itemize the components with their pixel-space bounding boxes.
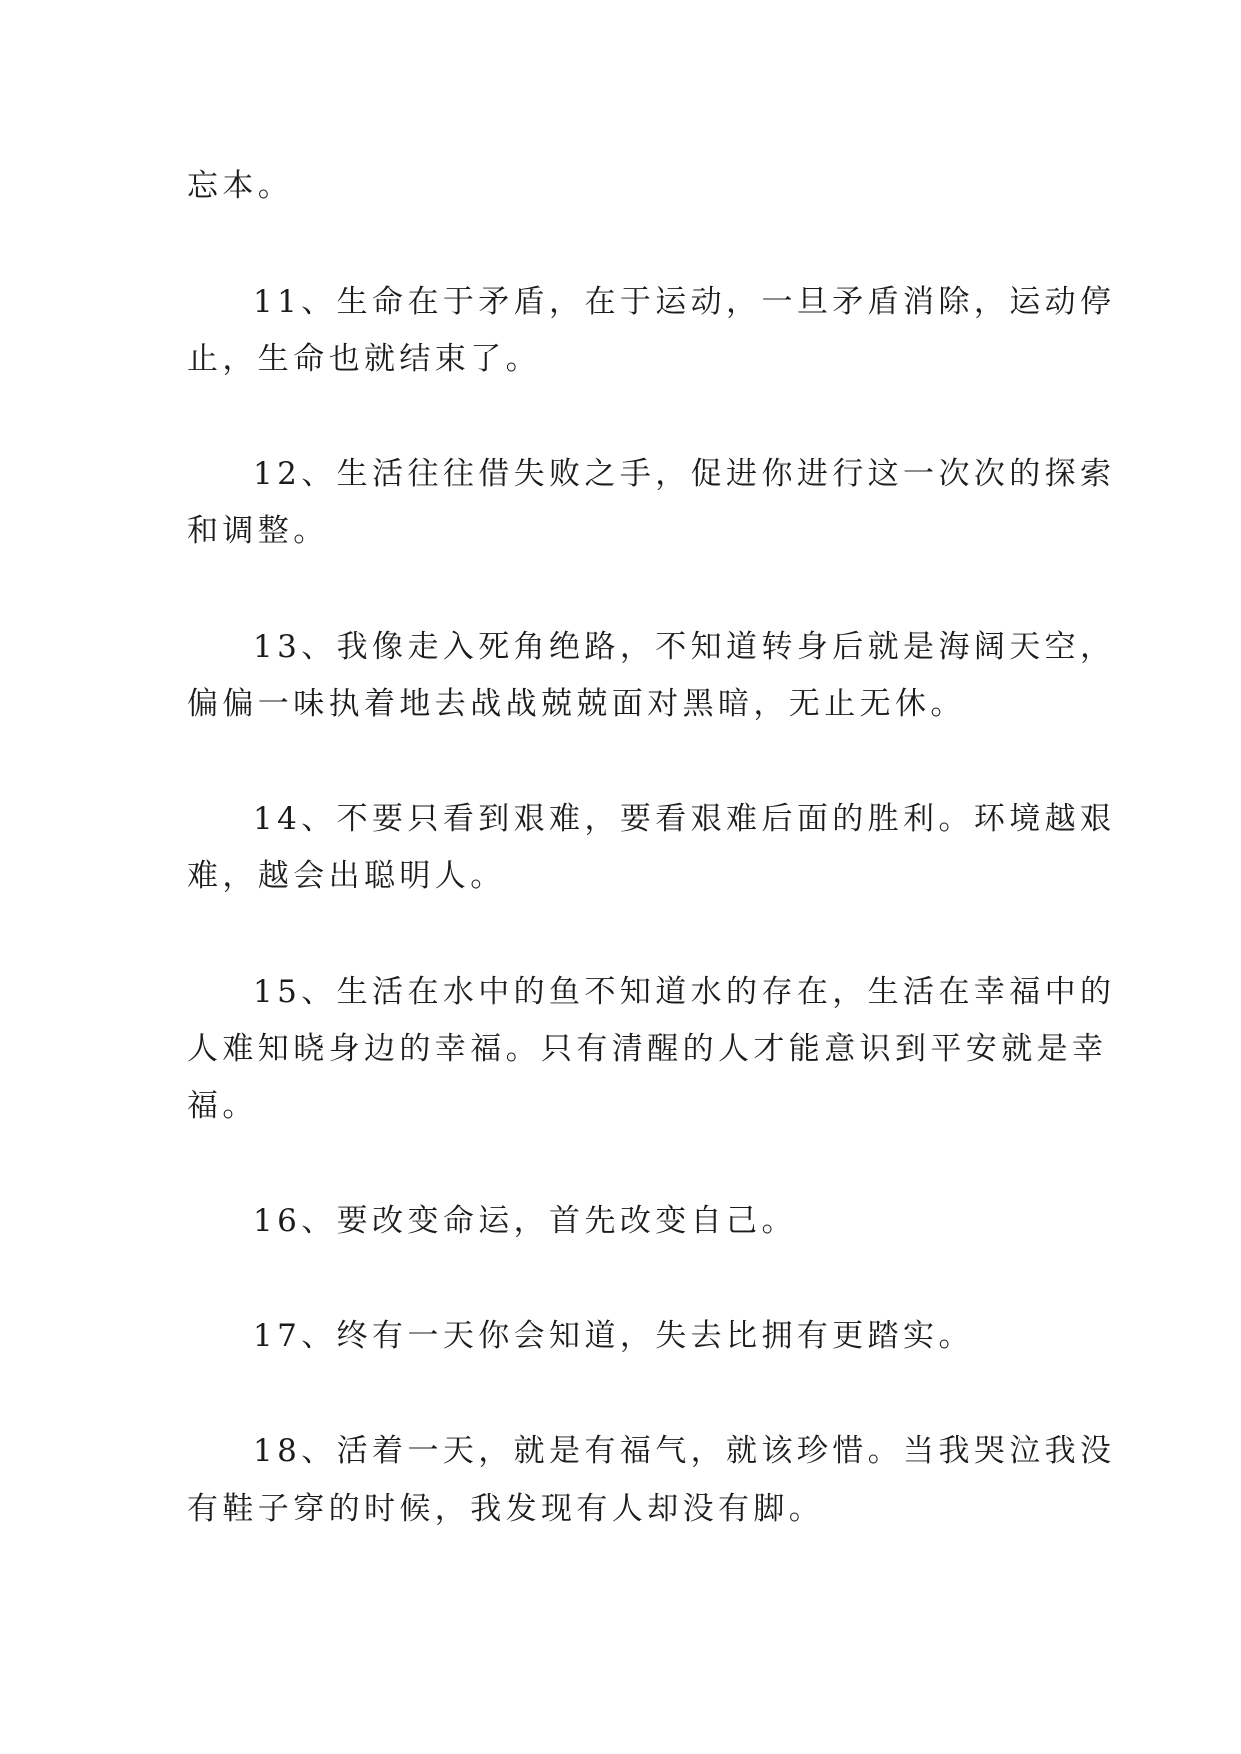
quote-12-line-1: 12、生活往往借失败之手，促进你进行这一次次的探索 [253,456,1116,492]
quote-15-line-1: 15、生活在水中的鱼不知道水的存在，生活在幸福中的 [253,974,1116,1010]
quote-13-line-2: 偏偏一味执着地去战战兢兢面对黑暗，无止无休。 [187,686,966,722]
quote-14-line-2: 难，越会出聪明人。 [187,858,506,894]
quote-13-line-1: 13、我像走入死角绝路，不知道转身后就是海阔天空， [253,629,1116,665]
quote-15-line-3: 福。 [187,1088,258,1124]
quote-17: 17、终有一天你会知道，失去比拥有更踏实。 [253,1318,974,1354]
text-line-continuation: 忘本。 [187,168,294,204]
quote-15-line-2: 人难知晓身边的幸福。只有清醒的人才能意识到平安就是幸 [187,1031,1108,1067]
quote-12-line-2: 和调整。 [187,513,329,549]
quote-16: 16、要改变命运，首先改变自己。 [253,1203,797,1239]
quote-18-line-2: 有鞋子穿的时候，我发现有人却没有脚。 [187,1491,825,1527]
quote-11-line-2: 止，生命也就结束了。 [187,341,541,377]
quote-11-line-1: 11、生命在于矛盾，在于运动，一旦矛盾消除，运动停 [253,284,1116,320]
quote-18-line-1: 18、活着一天，就是有福气，就该珍惜。当我哭泣我没 [253,1433,1116,1469]
quote-14-line-1: 14、不要只看到艰难，要看艰难后面的胜利。环境越艰 [253,801,1116,837]
